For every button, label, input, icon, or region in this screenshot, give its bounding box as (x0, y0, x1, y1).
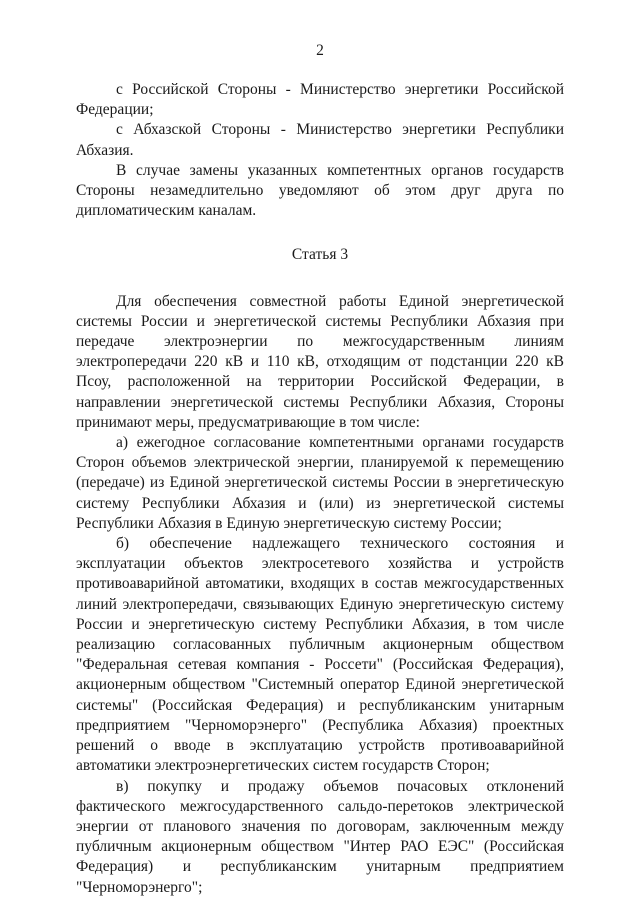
paragraph-russian-side: с Российской Стороны - Министерство энергетики Российской Федерации; (76, 81, 564, 119)
article-title: Статья 3 (291, 246, 349, 264)
paragraph-abkhaz-side: с Абхазской Стороны - Министерство энергетики Республики Абхазия. (76, 121, 564, 159)
article-item-v: в) покупку и продажу объемов почасовых отклонений фактического межгосударственного сальдо-перетоков электрической энергии от планового значения по договорам, заключенным между публичным акционерным обществом "Интер РАО ЕЭС" (Российская Федерация) и республиканским унитарным предприятием "Черноморэнерго"; (76, 777, 564, 896)
article-item-b: б) обеспечение надлежащего технического состояния и эксплуатации объектов электросетевого хозяйства и устройств противоаварийной автоматики, входящих в состав межгосударственных линий электропередачи, связывающих Единую энергетическую систему России и энергетическую систему Республики Абхазия, в том числе реализацию согласованных публичным акционерным обществом "Федеральная сетевая компания - Россети" (Российская Федерация), акционерным обществом "Системный оператор Единой энергетической системы" (Российская Федерация) и республиканским унитарным предприятием "Черноморэнерго" (Республика Абхазия) проектных решений о вводе в эксплуатацию устройств противоаварийной автоматики электроэнергетических систем государств Сторон; (76, 535, 564, 775)
article-intro-paragraph: Для обеспечения совместной работы Единой энергетической системы России и энергетической системы Республики Абхазия при передаче электроэнергии по межгосударственным линиям электропередачи 220 кВ и 110 кВ, отходящим от подстанции 220 кВ Псоу, расположенной на территории Российской Федерации, в направлении энергетической системы Республики Абхазия, Стороны принимают меры, предусматривающие в том числе: (76, 292, 564, 431)
paragraph-replacement-notice: В случае замены указанных компетентных органов государств Стороны незамедлительно уведомляют об этом друг друга по дипломатическим каналам. (76, 161, 564, 220)
document-body (76, 80, 564, 898)
article-item-a: а) ежегодное согласование компетентными органами государств Сторон объемов электрической энергии, планируемой к перемещению (передаче) из Единой энергетической системы России в энергетическую систему Республики Абхазия и (или) из энергетической системы Республики Абхазия в Единую энергетическую систему России; (76, 434, 564, 532)
page-number: 2 (316, 42, 324, 59)
